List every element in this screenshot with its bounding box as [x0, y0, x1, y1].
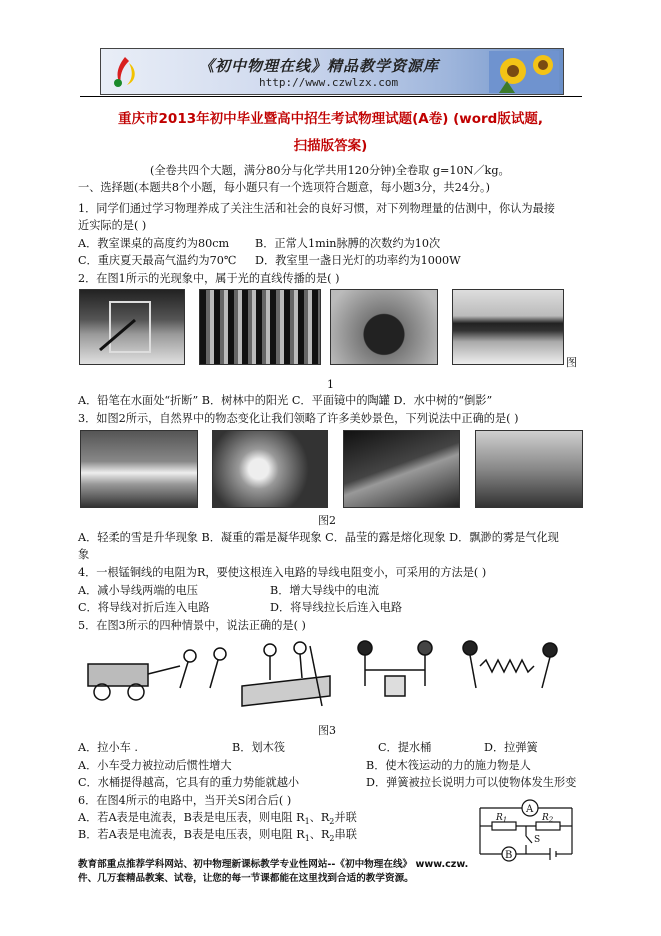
figure1-forest-photo: [199, 289, 321, 365]
figure3-drawings: [80, 636, 580, 716]
q1-option-c: C．重庆夏天最高气温约为70℃: [78, 254, 237, 267]
site-logo-icon: [107, 53, 143, 89]
figure3-cart-drawing: [88, 648, 226, 700]
q1-stem: 1．同学们通过学习物理养成了关注生活和社会的良好习惯，对下列物理量的估测中，你认为最接: [78, 202, 555, 215]
q2-stem: 2．在图1所示的光现象中，属于光的直线传播的是( ): [78, 272, 340, 285]
q1-stem-cont: 近实际的是( ): [78, 219, 147, 232]
figure1-reflection-photo: [452, 289, 564, 365]
circuit-meter-a-label: A: [526, 804, 534, 815]
doc-title-line2: 扫描版答案): [293, 138, 368, 154]
q2-options: A．铅笔在水面处“折断” B．树林中的阳光 C．平面镜中的陶罐 D．水中树的“倒影”: [78, 394, 493, 407]
doc-title-line1: 重庆市2013年初中毕业暨高中招生考试物理试题(A卷) (word版试题,: [118, 111, 543, 127]
figure2-fog-photo: [475, 430, 583, 508]
q1-option-b: B．正常人1min脉膊的次数约为10次: [255, 237, 441, 250]
site-banner: [100, 48, 564, 95]
figure3-caption: 图3: [318, 724, 336, 737]
section-heading: 一、选择题(本题共8个小题，每小题只有一个选项符合题意，每小题3分，共24分。): [78, 181, 490, 194]
q4-option-a: A．减小导线两端的电压: [78, 584, 198, 597]
footer-line1: 教育部重点推荐学科网站、初中物理新课标教学专业性网站--《初中物理在线》 www.czw.: [78, 859, 469, 870]
q4-stem: 4．一根锰铜线的电阻为R，要使这根连入电路的导线电阻变小，可采用的方法是( ): [78, 566, 487, 579]
header-rule: [80, 96, 582, 97]
figure3-bucket-drawing: [358, 641, 432, 696]
figure3-raft-drawing: [242, 642, 330, 706]
q5-label-c: C．提水桶: [378, 741, 432, 754]
figure2-caption: 图2: [318, 514, 336, 527]
q5-option-d: D．弹簧被拉长说明力可以使物体发生形变: [366, 776, 577, 789]
q4-option-c: C．将导线对折后连入电路: [78, 601, 210, 614]
figure1-caption-side: 图: [566, 356, 577, 369]
figure3-spring-drawing: [463, 641, 557, 688]
q6-stem: 6．在图4所示的电路中，当开关S闭合后( ): [78, 794, 292, 807]
figure2-dew-photo: [343, 430, 460, 508]
q5-label-a: A．拉小车 .: [78, 741, 138, 754]
q5-option-b: B．使木筏运动的力的施力物是人: [366, 759, 531, 772]
q3-options-cont: 象: [78, 548, 90, 561]
sunflower-icon: [489, 51, 559, 93]
q4-option-b: B．增大导线中的电流: [270, 584, 379, 597]
figure2-frost-photo: [212, 430, 328, 508]
q1-option-a: A．教室课桌的高度约为80cm: [78, 237, 230, 250]
figure1-mirror-photo: [330, 289, 438, 365]
q6-option-b: B．若A表是电流表，B表是电压表，则电阻 $R_1$、$R_2$串联: [78, 828, 357, 844]
circuit-meter-b-label: B: [505, 850, 513, 861]
q1-option-d: D．教室里一盏日光灯的功率约为1000W: [255, 254, 461, 267]
q5-option-c: C．水桶提得越高，它具有的重力势能就越小: [78, 776, 300, 789]
q5-option-a: A．小车受力被拉动后惯性增大: [78, 759, 232, 772]
q3-stem: 3．如图2所示，自然界中的物态变化让我们领略了许多美妙景色，下列说法中正确的是( ): [78, 412, 519, 425]
q5-label-d: D．拉弹簧: [484, 741, 538, 754]
circuit-r2-label: $R_2$: [542, 813, 554, 824]
figure4-circuit: [470, 796, 582, 866]
footer-line2: 件、几万套精品教案、试卷，让您的每一节课都能在这里找到合适的教学资源。: [78, 873, 414, 884]
q3-options: A．轻柔的雪是升华现象 B．凝重的霜是凝华现象 C．晶莹的露是熔化现象 D．飘渺的雾是气化现: [78, 531, 559, 544]
figure1-caption-num: 1: [327, 378, 334, 391]
banner-title: 《初中物理在线》精品教学资源库: [199, 57, 440, 75]
exam-note: (全卷共四个大题，满分80分与化学共用120分钟)全卷取 g=10N／kg。: [150, 164, 510, 177]
q4-option-d: D．将导线拉长后连入电路: [270, 601, 403, 614]
banner-url[interactable]: http://www.czwlzx.com: [259, 76, 399, 89]
q5-label-b: B．划木筏: [232, 741, 285, 754]
figure1-pencil-photo: [79, 289, 185, 365]
q6-option-a: A．若A表是电流表，B表是电压表，则电阻 $R_1$、$R_2$并联: [78, 811, 357, 827]
figure2-snow-photo: [80, 430, 198, 508]
q5-stem: 5．在图3所示的四种情景中，说法正确的是( ): [78, 619, 306, 632]
circuit-r1-label: $R_1$: [496, 813, 508, 824]
circuit-switch-label: S: [534, 835, 541, 845]
